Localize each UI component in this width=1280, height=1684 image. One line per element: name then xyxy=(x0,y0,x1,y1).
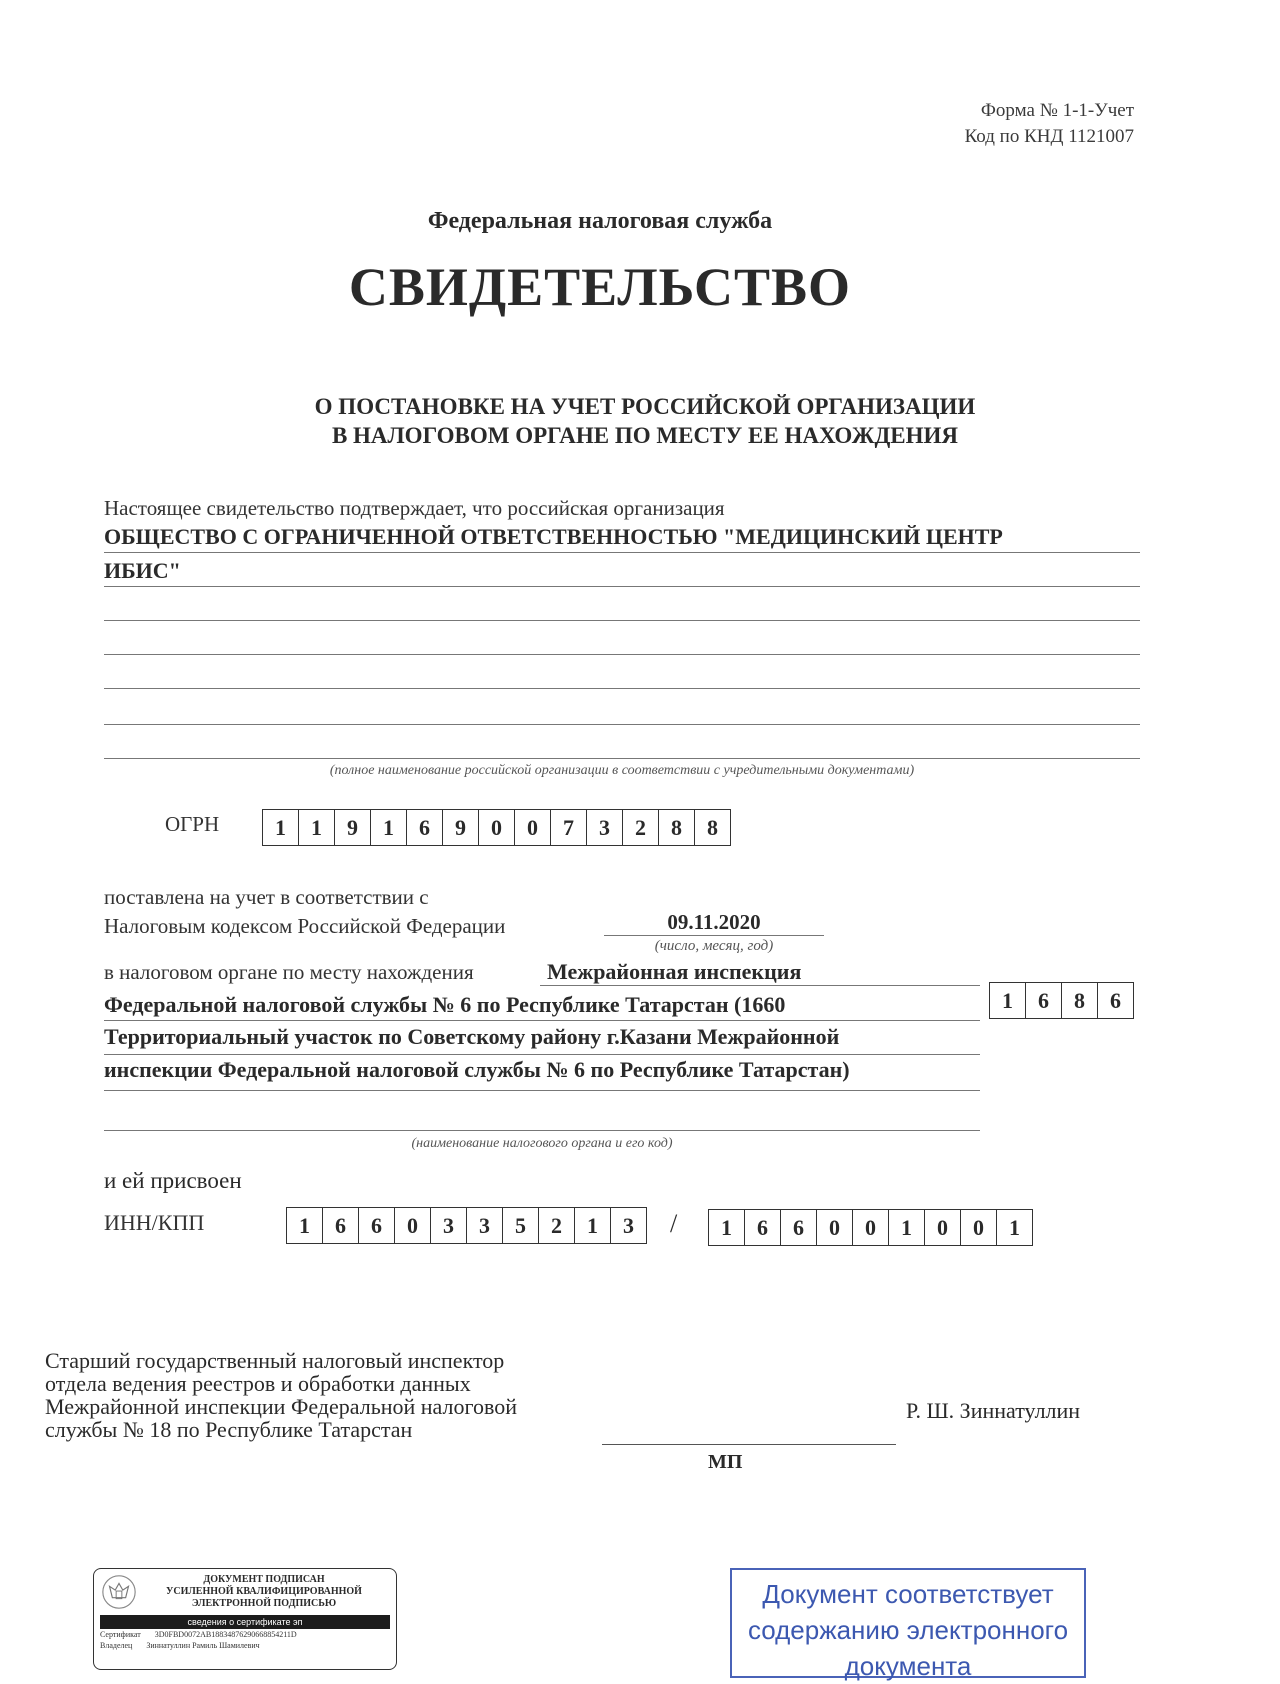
tax-office-name-line-2: Федеральной налоговой службы № 6 по Республике Татарстан (1660 xyxy=(104,992,786,1017)
kpp-digit: 1 xyxy=(889,1209,925,1246)
ogrn-label: ОГРН xyxy=(165,812,220,836)
date-caption: (число, месяц, год) xyxy=(654,938,774,954)
tax-office-name-line-4: инспекции Федеральной налоговой службы № 6 по Республике Татарстан) xyxy=(104,1057,850,1082)
ogrn-digit: 1 xyxy=(371,809,407,846)
signatory-position-line-2: отдела ведения реестров и обработки данных xyxy=(45,1371,471,1396)
org-name-line-2: ИБИС" xyxy=(104,558,181,583)
mp-mark: МП xyxy=(708,1451,743,1473)
intro-text: Настоящее свидетельство подтверждает, что российская организация xyxy=(104,496,725,520)
esig-cert-label: Сертификат xyxy=(100,1630,141,1639)
stamp-line-2: содержанию электронного xyxy=(747,1615,1069,1645)
subtitle-line-2: В НАЛОГОВОМ ОРГАНЕ ПО МЕСТУ ЕЕ НАХОЖДЕНИЯ xyxy=(331,423,959,448)
tax-office-name-line-1: Межрайонная инспекция xyxy=(547,959,802,984)
signatory-position xyxy=(45,1349,517,1441)
inn-digit: 5 xyxy=(503,1207,539,1244)
inn-digit: 3 xyxy=(611,1207,647,1244)
inn-digit: 6 xyxy=(323,1207,359,1244)
ogrn-digit: 9 xyxy=(335,809,371,846)
underline xyxy=(104,586,1140,587)
kpp-digit: 6 xyxy=(781,1209,817,1246)
esig-cert-row xyxy=(94,1629,396,1640)
inn-digit: 6 xyxy=(359,1207,395,1244)
esig-owner-value: Зиннатуллин Рамиль Шамилевич xyxy=(146,1641,260,1650)
tax-office-code-digit: 1 xyxy=(989,982,1026,1019)
esig-cert-bar: сведения о сертификате эп xyxy=(100,1615,390,1629)
kpp-digit: 1 xyxy=(997,1209,1033,1246)
tax-office-code-digit: 6 xyxy=(1026,982,1062,1019)
esig-title xyxy=(138,1574,390,1610)
kpp-digit: 0 xyxy=(925,1209,961,1246)
ogrn-cells xyxy=(262,809,731,846)
electronic-signature-block xyxy=(93,1568,397,1670)
tax-office-prefix: в налоговом органе по месту нахождения xyxy=(104,960,474,984)
esig-title-line-3: ЭЛЕКТРОННОЙ ПОДПИСЬЮ xyxy=(191,1598,337,1609)
inn-kpp-separator: / xyxy=(670,1209,678,1238)
underline xyxy=(104,724,1140,725)
kpp-digit: 6 xyxy=(745,1209,781,1246)
signatory-position-line-4: службы № 18 по Республике Татарстан xyxy=(45,1417,413,1442)
signatory-name: Р. Ш. Зиннатуллин xyxy=(906,1398,1081,1423)
esig-owner-row xyxy=(94,1640,396,1651)
underline xyxy=(104,758,1140,759)
org-caption: (полное наименование российской организации в соответствии с учредительными документами) xyxy=(329,763,915,778)
inn-digit: 2 xyxy=(539,1207,575,1244)
underline xyxy=(540,985,980,986)
underline xyxy=(104,654,1140,655)
kpp-cells xyxy=(708,1209,1033,1246)
inn-digit: 0 xyxy=(395,1207,431,1244)
form-identifier xyxy=(965,98,1134,150)
kpp-digit: 1 xyxy=(708,1209,745,1246)
underline xyxy=(104,1090,980,1091)
kpp-digit: 0 xyxy=(853,1209,889,1246)
signatory-position-line-3: Межрайонной инспекции Федеральной налоговой xyxy=(45,1394,517,1419)
authority-name: Федеральная налоговая служба xyxy=(427,208,773,234)
registration-date: 09.11.2020 xyxy=(667,910,761,934)
inn-cells xyxy=(286,1207,647,1244)
form-number: Форма № 1-1-Учет xyxy=(980,100,1134,121)
esig-owner-label: Владелец xyxy=(100,1641,133,1650)
esig-title-line-1: ДОКУМЕНТ ПОДПИСАН xyxy=(203,1574,325,1585)
ogrn-digit: 7 xyxy=(551,809,587,846)
ogrn-digit: 6 xyxy=(407,809,443,846)
underline xyxy=(104,1020,980,1021)
knd-code: Код по КНД 1121007 xyxy=(964,126,1134,147)
document-subtitle xyxy=(0,392,1280,450)
ogrn-digit: 1 xyxy=(262,809,299,846)
ogrn-digit: 8 xyxy=(659,809,695,846)
subtitle-line-1: О ПОСТАНОВКЕ НА УЧЕТ РОССИЙСКОЙ ОРГАНИЗАЦИИ xyxy=(314,394,976,419)
ogrn-digit: 8 xyxy=(695,809,731,846)
underline xyxy=(604,935,824,936)
tax-office-code-digit: 6 xyxy=(1098,982,1134,1019)
ogrn-digit: 2 xyxy=(623,809,659,846)
tax-office-code-digit: 8 xyxy=(1062,982,1098,1019)
esig-cert-value: 3D0FBD0072AB18834876290668854211D xyxy=(154,1630,297,1639)
stamp-line-3: документа xyxy=(844,1651,972,1681)
ogrn-digit: 0 xyxy=(515,809,551,846)
org-name-line-1: ОБЩЕСТВО С ОГРАНИЧЕННОЙ ОТВЕТСТВЕННОСТЬЮ "МЕДИЦИНСКИЙ ЦЕНТР xyxy=(104,524,1003,549)
stamp-line-1: Документ соответствует xyxy=(762,1579,1054,1609)
inn-kpp-label: ИНН/КПП xyxy=(104,1210,205,1235)
conformity-stamp xyxy=(730,1568,1086,1681)
tax-office-name-line-3: Территориальный участок по Советскому району г.Казани Межрайонной xyxy=(104,1024,840,1049)
kpp-digit: 0 xyxy=(817,1209,853,1246)
esig-title-line-2: УСИЛЕННОЙ КВАЛИФИЦИРОВАННОЙ xyxy=(166,1586,362,1597)
ogrn-digit: 9 xyxy=(443,809,479,846)
underline xyxy=(104,552,1140,553)
underline xyxy=(104,1054,980,1055)
signatory-position-line-1: Старший государственный налоговый инспектор xyxy=(45,1348,505,1373)
ogrn-digit: 1 xyxy=(299,809,335,846)
signature-line xyxy=(602,1444,896,1445)
kpp-digit: 0 xyxy=(961,1209,997,1246)
registration-line-1: поставлена на учет в соответствии с xyxy=(104,885,429,909)
underline xyxy=(104,688,1140,689)
inn-digit: 3 xyxy=(467,1207,503,1244)
underline xyxy=(104,620,1140,621)
ogrn-digit: 3 xyxy=(587,809,623,846)
inn-digit: 1 xyxy=(575,1207,611,1244)
document-title: СВИДЕТЕЛЬСТВО xyxy=(348,257,852,317)
ogrn-digit: 0 xyxy=(479,809,515,846)
emblem-icon xyxy=(100,1573,138,1611)
underline xyxy=(104,1130,980,1131)
registration-line-2: Налоговым кодексом Российской Федерации xyxy=(104,914,506,938)
tax-office-caption: (наименование налогового органа и его код) xyxy=(411,1136,673,1151)
inn-digit: 3 xyxy=(431,1207,467,1244)
assigned-text: и ей присвоен xyxy=(104,1168,242,1193)
inn-digit: 1 xyxy=(286,1207,323,1244)
tax-office-code-cells xyxy=(989,982,1134,1019)
